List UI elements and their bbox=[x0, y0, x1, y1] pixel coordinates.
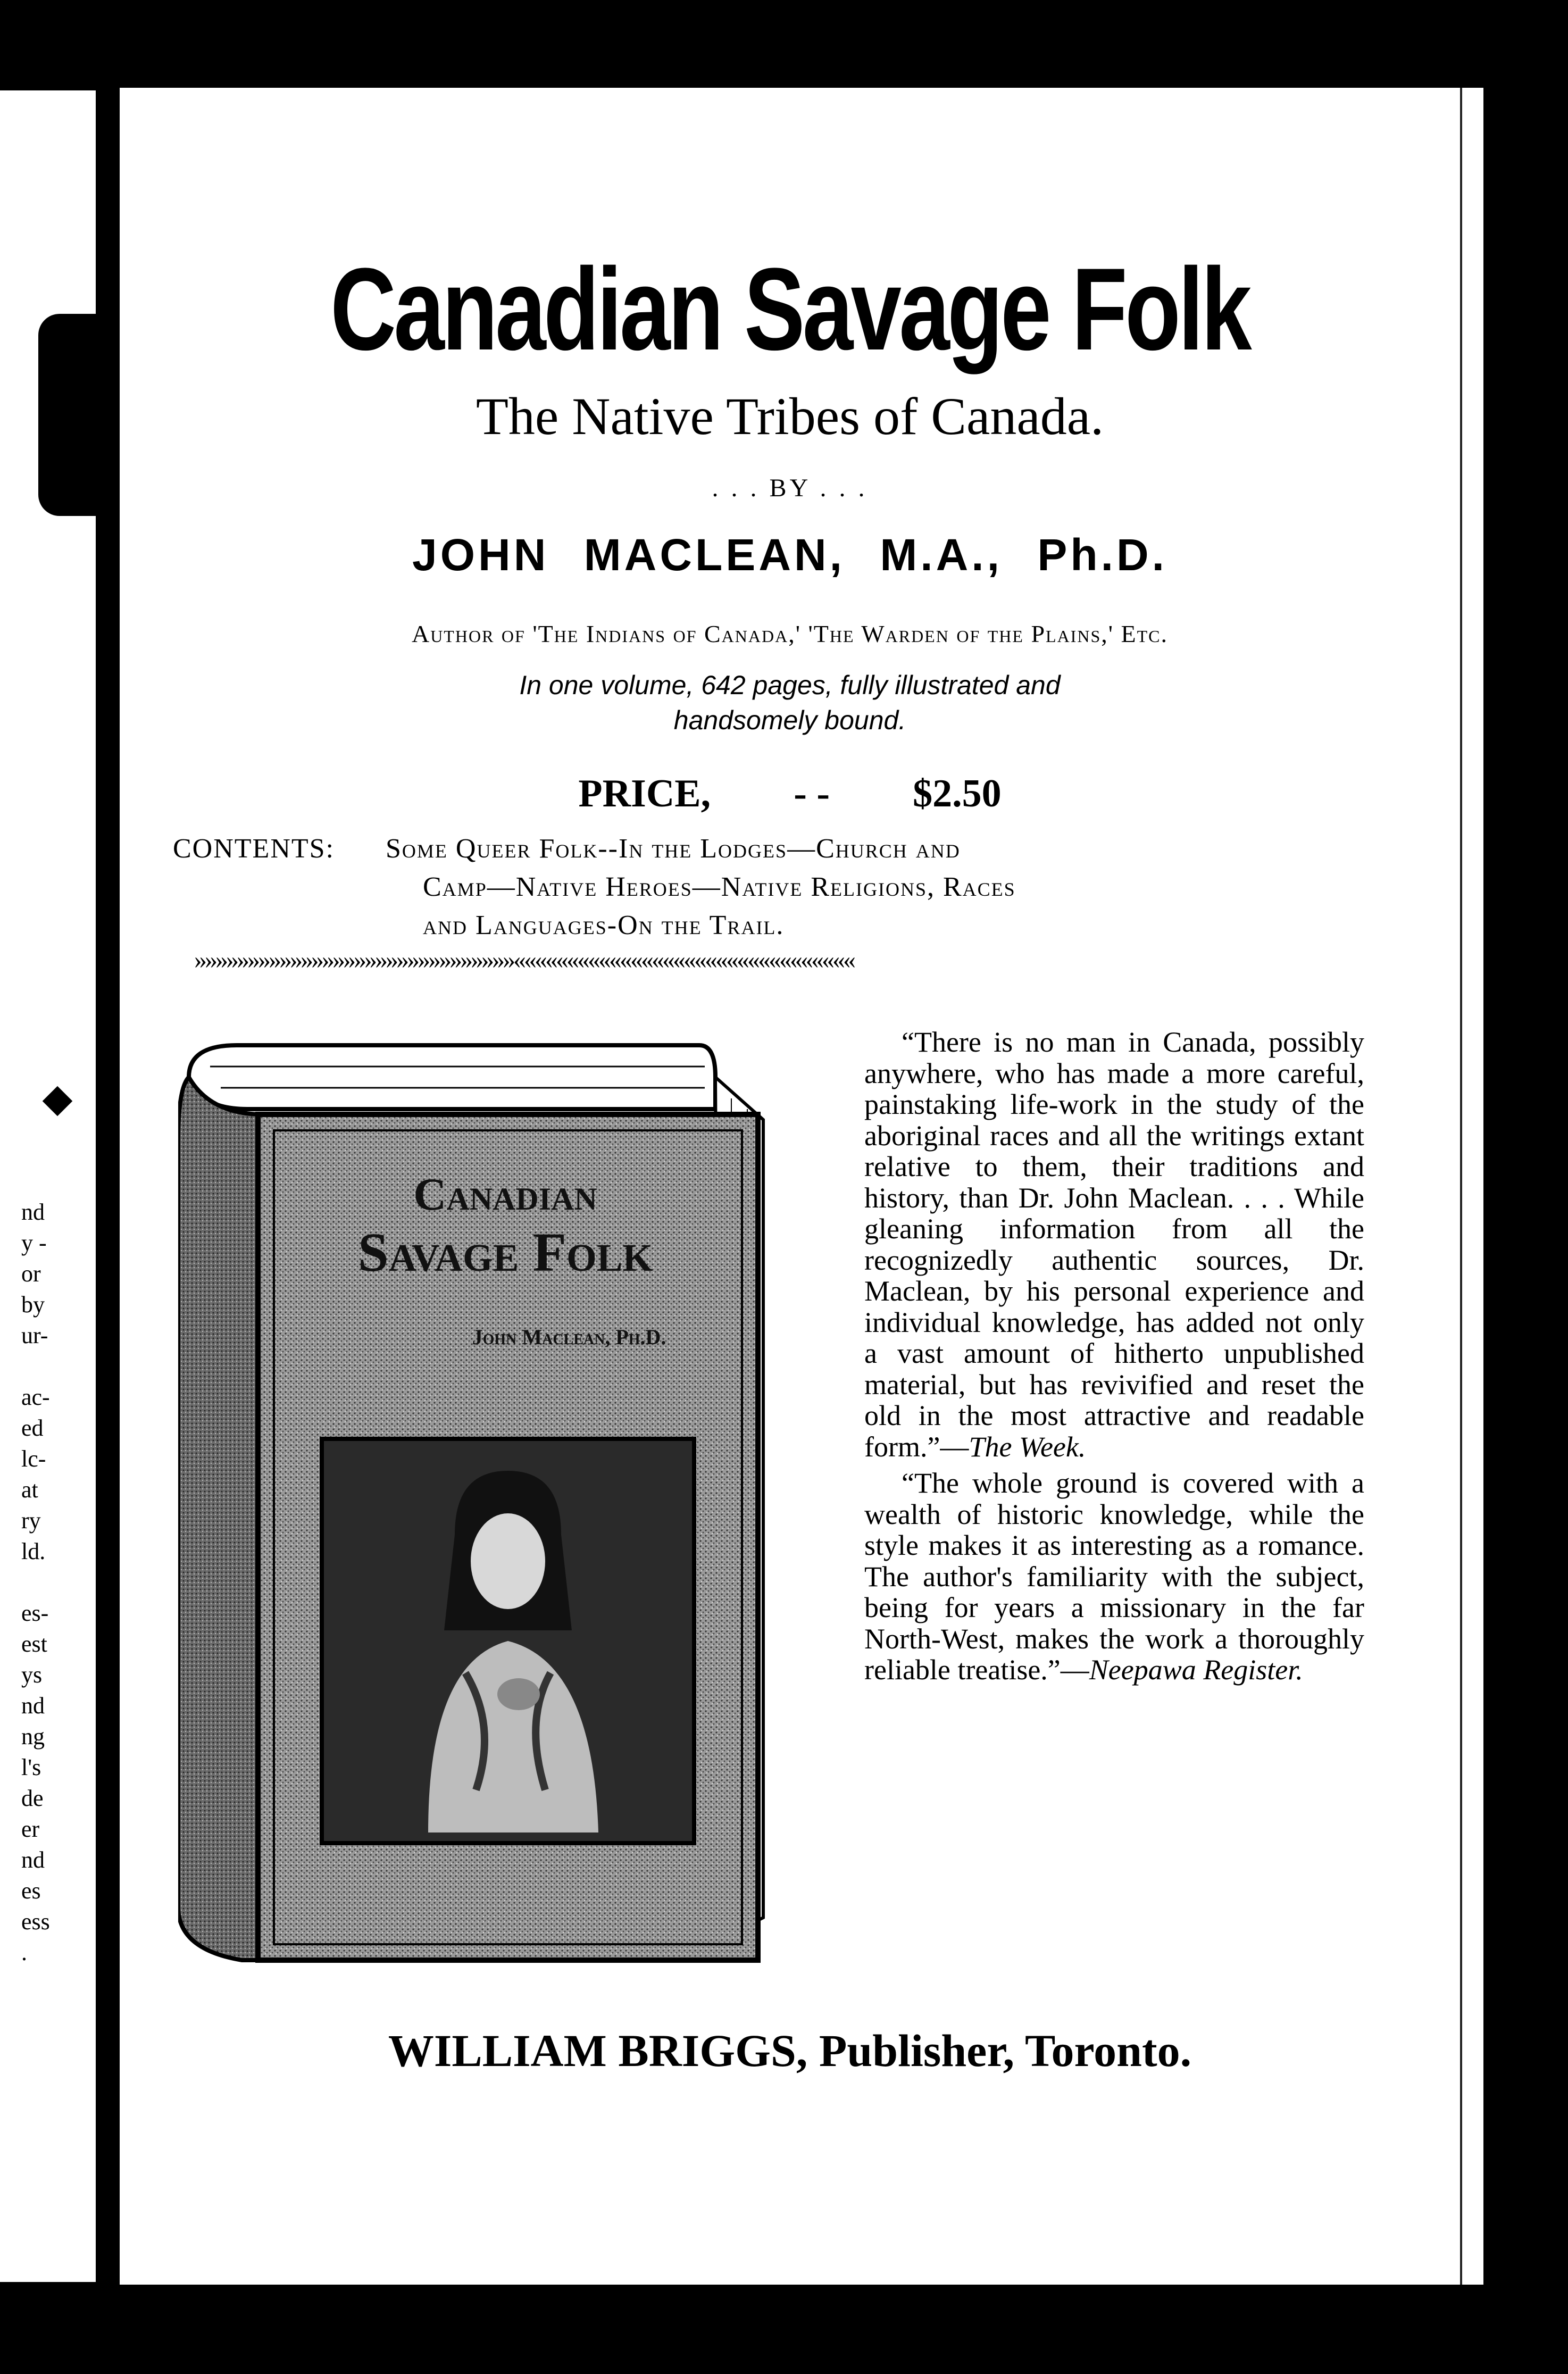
book-cover-title-2: Savage Folk bbox=[357, 1222, 653, 1283]
contents-label: CONTENTS: bbox=[173, 834, 335, 864]
review-quote bbox=[864, 1027, 1364, 1462]
left-page-fragment: . bbox=[21, 1939, 27, 1965]
review-quotes bbox=[864, 1027, 1364, 1691]
review-quote-text: “The whole ground is covered with a wealth of historic knowledge, while the style makes it as interesting as a romance. The author's familiarity with the subject, being for years a missionary in the far North-West, makes the work a thoroughly reliable treatise.”— bbox=[864, 1467, 1364, 1686]
left-page-fragment: nd bbox=[21, 1847, 45, 1873]
volume-line: In one volume, 642 pages, fully illustrated and bbox=[519, 670, 1061, 700]
review-quote-text: “There is no man in Canada, possibly anywhere, who has made a more careful, painstaking life-work in the study of the aboriginal races and all the writings extant relative to them, their traditions and history, than Dr. John Maclean. . . . While gleaning information from all the recognizedly authentic sources, Dr. Maclean, by his personal experience and individual knowledge, has added not only a vast amount of hitherto unpublished material, but has revivified and reset the old in the most attractive and readable form.”— bbox=[864, 1026, 1364, 1463]
contents-line: Camp—Native Heroes—Native Religions, Races bbox=[423, 872, 1016, 902]
left-page-fragment: lc- bbox=[21, 1446, 46, 1472]
left-page-fragment: ld. bbox=[21, 1538, 46, 1564]
contents-line: Some Queer Folk--In the Lodges—Church and bbox=[386, 834, 961, 864]
left-page-fragment: ys bbox=[21, 1662, 43, 1688]
left-page-fragment: nd bbox=[21, 1693, 45, 1719]
by-line: . . . BY . . . bbox=[712, 474, 868, 502]
left-page-fragment: de bbox=[21, 1785, 44, 1811]
publisher-line: WILLIAM BRIGGS, Publisher, Toronto. bbox=[388, 2025, 1192, 2076]
advertisement-page bbox=[120, 88, 1460, 2285]
left-page-fragment: es- bbox=[21, 1600, 49, 1626]
review-quote bbox=[864, 1468, 1364, 1686]
left-page-fragment: est bbox=[21, 1631, 47, 1657]
review-quote-source: The Week. bbox=[969, 1430, 1086, 1463]
left-page-initial-letter bbox=[38, 314, 96, 516]
left-page-fragment: nd bbox=[21, 1199, 45, 1225]
left-page-fragment: es bbox=[21, 1878, 41, 1904]
price-dashes: - - bbox=[794, 772, 830, 815]
left-page-fragment: ess bbox=[21, 1909, 50, 1935]
book-cover-title-1: Canadian bbox=[413, 1169, 597, 1220]
left-page-fragment: at bbox=[21, 1477, 38, 1503]
contents-line: and Languages-On the Trail. bbox=[423, 910, 785, 940]
review-quote-source: Neepawa Register. bbox=[1089, 1654, 1303, 1686]
left-page-fragment: ng bbox=[21, 1723, 45, 1750]
left-page-fragment: by bbox=[21, 1292, 45, 1318]
left-page-fragment: ry bbox=[21, 1507, 41, 1534]
left-page-fragment: l's bbox=[21, 1754, 41, 1780]
price-label: PRICE, bbox=[578, 772, 711, 815]
left-page-fragment: or bbox=[21, 1261, 41, 1287]
ornamental-divider: »»»»»»»»»»»»»»»»»»»»»»»»»»»»»»«««««««««««««««««««««««««««««««« bbox=[194, 946, 854, 974]
price-line bbox=[120, 771, 1460, 817]
author-other-works: Author of 'The Indians of Canada,' 'The Warden of the Plains,' Etc. bbox=[411, 620, 1169, 647]
book-subtitle: The Native Tribes of Canada. bbox=[476, 387, 1104, 446]
book-title: Canadian Savage Folk bbox=[330, 244, 1249, 374]
left-page-fragment: ed bbox=[21, 1415, 44, 1441]
left-page-fragment: er bbox=[21, 1816, 40, 1842]
page-right-edge bbox=[1460, 88, 1483, 2285]
author-name: JOHN MACLEAN, M.A., Ph.D. bbox=[412, 530, 1167, 580]
left-page-diamond-ornament bbox=[43, 1086, 73, 1117]
left-page-strip bbox=[0, 90, 96, 2282]
contents-list bbox=[386, 830, 1407, 945]
price-value: $2.50 bbox=[913, 772, 1002, 815]
volume-line: handsomely bound. bbox=[673, 705, 906, 735]
book-illustration bbox=[178, 1035, 832, 1971]
left-page-fragment: ac- bbox=[21, 1384, 50, 1410]
book-cover-author: John Maclean, Ph.D. bbox=[472, 1325, 666, 1349]
left-page-fragment: y - bbox=[21, 1230, 47, 1256]
volume-description bbox=[120, 668, 1460, 738]
left-page-fragment: ur- bbox=[21, 1322, 48, 1348]
